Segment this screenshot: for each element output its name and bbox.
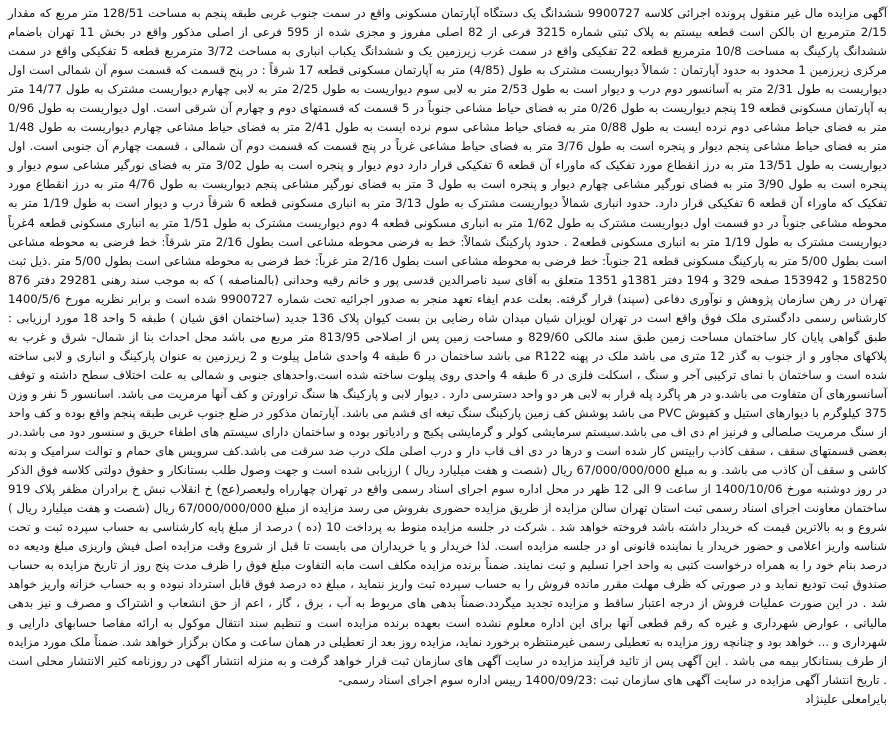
official-signature-name: بایرامعلی علینژاد (805, 691, 887, 706)
auction-notice-body: آگهی مزایده مال غیر منقول پرونده اجرائی کلاسه 9900727 ششدانگ یک دستگاه آپارتمان مسکونی واقع در سمت جنوب غربی طبقه پنجم به مساحت 128/51 متر مربع که مقدار 2/15 مترمربع ان بالکن است قطعه بیستم به پلاک ثبتی شماره 3215 فرعی از 82 اصلی مفروز و مجزی شده از 595 فرعی از اصلی مذکور واقع در بخش 11 تهران باضمام ششدانگ پارکینگ به مساحت 10/8 مترمربع قطعه 22 تفکیکی واقع در سمت غرب زیرزمین یک و ششدانگ یکباب انباری به مساحت 3/72 مترمربع قطعه 5 تفکیکی واقع در سمت مرکزی زیرزمین 1 محدود به حدود آپارتمان : شمالاً دیواریست مشترک به طول (4/85) متر به آپارتمان مسکونی قطعه 17 شرقاً : در پنج قسمت که قسمت سوم آن شمالی است اول دیواریست به طول 2/31 متر به آسانسور دوم درب و دیوار است به طول 2/53 متر به لابی سوم دیواریست به طول 2/25 متر به لابی چهارم دیواریست مشترک به طول 14/77 متر به آپارتمان مسکونی قطعه 19 پنجم دیواریست به طول 0/26 متر به فضای حیاط مشاعی جنوباً در 5 قسمت که قسمتهای دوم و چهارم آن شرقی است. اول دیواریست به طول 0/96 متر به فضای حیاط مشاعی دوم نرده ایست به طول 0/88 متر به فضای حیاط مشاعی سوم نرده ایست به طول 2/41 متر به فضای حیاط مشاعی چهارم دیواریست به طول 1/48 متر به فضای حیاط مشاعی پنجم دیوار و پنجره است به طول 3/76 متر به فضای حیاط مشاعی غرباً در پنج قسمت که قسمت دوم آن شمالی ، قسمت چهارم آن جنوبی است. اول دیواریست به طول 13/51 متر به درز انقطاع مورد تفکیک که ماوراء آن قطعه 6 تفکیکی قرار دارد دوم دیوار و پنجره است به طول 3/02 متر به فضای نورگیر مشاعی سوم دیوار و پنجره است به طول 3/90 متر به فضای نورگیر مشاعی چهارم دیوار و پنجره است به طول 3 متر به فضای نورگیر مشاعی پنجم دیواریست به طول 4/76 متر به درز انقطاع مورد تفکیک که ماوراء آن قطعه 6 تفکیکی قرار دارد. حدود انباری شمالاً دیواریست مشترک به طول 3/13 متر به انباری مسکونی قطعه 6 شرقاً درب و دیوار است به طول 1/19 متر به محوطه مشاعی جنوباً در دو قسمت اول دیواریست مشترک به طول 1/62 متر به انباری مسکونی قطعه 4 دوم دیواریست مشترک به طول 1/51 متر به انباری مسکونی قطعه 4غرباً دیواریست مشترک به طول 1/19 متر به انباری مسکونی قطعه2 . حدود پارکینگ شمالاً: خط به فرضی محوطه مشاعی است بطول 2/16 متر شرقاً: خط فرضی به محوطه مشاعی است بطول 5/00 متر به پارکینگ مسکونی قطعه 21 جنوباً: خط فرضی به محوطه مشاعی است بطول 2/16 متر غرباً: خط فرضی به محوطه مشاعی است بطول 5/00 متر .ذیل ثبت 158250 و 153942 صفحه 329 و 194 دفتر 1381و 1351 متعلق به آقای سید ناصرالدین قدسی پور و خانم رقیه وحدانی (بالمناصفه ) که به موجب سند رهنی 29281 دفتر 876 تهران در رهن سازمان پژوهش و نوآوری دفاعی (سپند) قرار گرفته. بعلت عدم ایفاء تعهد منجر به صدور اجرائیه تحت شماره 9900727 شده است و برابر نظریه مورخ 1400/5/6 کارشناس رسمی دادگستری ملک فوق واقع است در تهران لویزان شیان میدان شاه رضایی بن بست کیوان پلاک 136 جدید (ساختمان افق شیان ) طبقه 5 واحد 18 مورد ارزیابی : طبق گواهی پایان کار ساختمان مساحت زمین طبق سند مالکی 829/60 و مساحت زمین پس از اصلاحی 813/95 متر مربع می باشد محل احداث بنا از شمال- شرق و غرب به پلاکهای مجاور و از جنوب به گذر 12 متری می باشد ملک در پهنه R122 می باشد ساختمان در 6 طبقه 4 واحدی شامل پیلوت و 2 زیرزمین به عنوان پارکینگ و انباری و لابی ساخته شده است و ساختمان با نمای ترکیبی آجر و سنگ ، اسکلت فلزی در 6 طبقه 4 واحدی روی پیلوت ساخته شده است.واحدهای جنوبی و شمالی به علت اختلاف سطح داشته و توقف آسانسورهای آن متفاوت می باشد.و در هر پاگرد پله قرار به لابی هر دو واحد دسترسی دارد . دیوار لابی و پارکینگ ها سنگ تراورتن و کف آنها مرمریت می باشد. اسانسور 5 نفر و وزن 375 کیلوگرم با دیوارهای استیل و کفپوش PVC می باشد پوشش کف زمین پارکینگ سنگ تیغه ای فشم می باشد. آپارتمان مذکور در ضلع جنوب غربی طبقه پنجم واقع بوده و کف واحد از سنگ مرمریت صلصالی و فرنیز ام دی اف می باشد.سیستم سرمایشی کولر و گرمایشی پکیج و رادیاتور بوده و ساختمان دارای سیستم های اطفاء حریق و سنسور دود می باشد.در بعضی قسمتهای سقف ، سقف کاذب رابیتس کار شده است و درها در دی اف قاب دار و درب اصلی ملک درب ضد سرقت می باشد.کف سرویس های حمام و توالت سرامیک و بدنه کاشی و سقف آن کاذب می باشد. و به مبلغ 67/000/000/000 ریال (شصت و هفت میلیارد ریال ) ارزیابی شده است و جهت وصول طلب بستانکار و حقوق دولتی کلاسه فوق الذکر در روز دوشنبه مورخ 1400/10/06 از ساعت 9 الی 12 ظهر در محل اداره سوم اجرای اسناد رسمی واقع در تهران چهارراه ولیعصر(عج) خ انقلاب نبش خ برادران مظفر پلاک 919 ساختمان معاونت اجرای اسناد رسمی ثبت استان تهران سالن مزایده از طریق مزایده حضوری بفروش می رسد مزایده از مبلغ 67/000/000/000 ریال (شصت و هفت میلیارد ریال ) شروع و به بالاترین قیمت که خریدار داشته باشد فروخته خواهد شد . شرکت در جلسه مزایده منوط به پرداخت 10 (ده ) درصد از مبلغ پایه کارشناسی به حساب سپرده ثبت و تحت شناسه واریز اعلامی و حضور خریدار یا نماینده قانونی او در جلسه مزایده است. لذا خریدار و یا خریداران می بایست تا قبل از شروع وقت مزایده اصل فیش واریزی مبلغ ودیعه ده درصد بنام خود را به همراه درخواست کتبی به واحد اجرا تسلیم و ثبت نمایند. ضمناً برنده مزایده مکلف است مابه التفاوت مبلغ فوق را ظرف مدت پنج روز از تاریخ مزایده به حساب صندوق ثبت تودیع نماید و در صورتی که ظرف مهلت مقرر مانده فروش را به حساب سپرده ثبت واریز ننماید ، مبلغ ده درصد فوق قابل استرداد نبوده و به حساب خزانه واریز خواهد شد . در این صورت عملیات فروش از درجه اعتبار ساقط و مزایده تجدید میگردد.ضمناً بدهی های مربوط به آب ، برق ، گاز ، اعم از حق انشعاب و اشتراک و مصرف و نیز بدهی مالیاتی ، عوارض شهرداری و غیره که رقم قطعی آنها برای این اداره معلوم نشده است بعهده برنده مزایده است و تنظیم سند انتقال موکول به ارائه مفاصا حسابهای دارایی و شهرداری و ... خواهد بود و چنانچه روز مزایده به تعطیلی رسمی غیرمنتظره برخورد نماید، مزایده روز بعد از تعطیلی در همان ساعت و مکان برگزار خواهد شد. ضمناً ملک مورد مزایده از طرف بستانکار بیمه می باشد . این آگهی پس از تائید فرآیند مزایده در سایت آگهی های سازمان ثبت قرار خواهد گرفت و به منزله انتشار آگهی در روزنامه کثیر الانتشار محلی است . تاریخ انتشار آگهی مزایده در سایت آگهی های سازمان ثبت :1400/09/23 رییس اداره سوم اجرای اسناد رسمی- (8, 6, 888, 687)
